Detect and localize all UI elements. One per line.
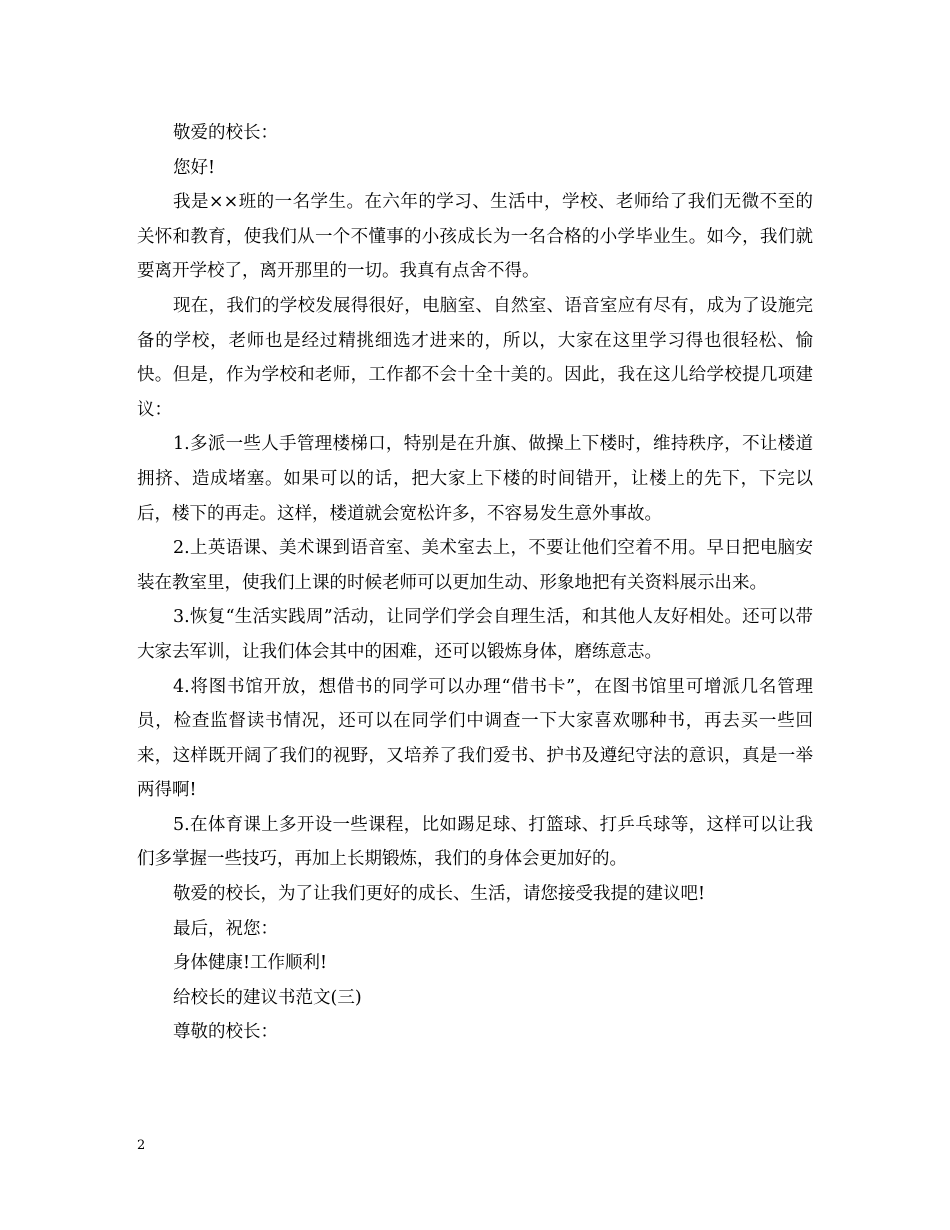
next-salutation: 尊敬的校长： [173,1022,278,1043]
greeting: 您好! [173,157,216,178]
closing-wish-intro: 最后，祝您： [173,918,278,939]
paragraph-context: 现在，我们的学校发展得很好，电脑室、自然室、语音室应有尽有，成为了设施完备的学校，老师也是经过精挑细选才进来的，所以，大家在这里学习得也很轻松、愉快。但是，作为学校和老师，工作都不会十全十美的。因此，我在这儿给学校提几项建议： [137,295,813,420]
suggestion-1: 1.多派一些人手管理楼梯口，特别是在升旗、做操上下楼时，维持秩序，不让楼道拥挤、造成堵塞。如果可以的话，把大家上下楼的时间错开，让楼上的先下，下完以后，楼下的再走。这样，楼道就会宽松许多，不容易发生意外事故。 [137,434,813,524]
salutation: 敬爱的校长： [173,123,278,143]
closing-wish: 身体健康!工作顺利! [173,953,328,974]
page-number: 2 [137,1138,146,1153]
suggestion-5: 5.在体育课上多开设一些课程，比如踢足球、打篮球、打乒乓球等，这样可以让我们多掌握一些技巧，再加上长期锻炼，我们的身体会更加好的。 [137,814,813,870]
section-title: 给校长的建议书范文(三) [173,987,362,1008]
suggestion-2: 2.上英语课、美术课到语音室、美术室去上，不要让他们空着不用。早日把电脑安装在教室里，使我们上课的时候老师可以更加生动、形象地把有关资料展示出来。 [137,538,813,593]
paragraph-intro: 我是××班的一名学生。在六年的学习、生活中，学校、老师给了我们无微不至的关怀和教育，使我们从一个不懂事的小孩成长为一名合格的小学毕业生。如今，我们就要离开学校了，离开那里的一切。我真有点舍不得。 [137,192,813,282]
suggestion-4: 4.将图书馆开放，想借书的同学可以办理“借书卡”，在图书馆里可增派几名管理员，检查监督读书情况，还可以在同学们中调查一下大家喜欢哪种书，再去买一些回来，这样既开阔了我们的视野，又培养了我们爱书、护书及遵纪守法的意识，真是一举两得啊! [137,676,813,801]
letter-body [137,116,813,1050]
suggestion-3: 3.恢复“生活实践周”活动，让同学们学会自理生活，和其他人友好相处。还可以带大家去军训，让我们体会其中的困难，还可以锻炼身体，磨练意志。 [137,607,813,662]
closing-request: 敬爱的校长，为了让我们更好的成长、生活，请您接受我提的建议吧! [173,884,706,905]
